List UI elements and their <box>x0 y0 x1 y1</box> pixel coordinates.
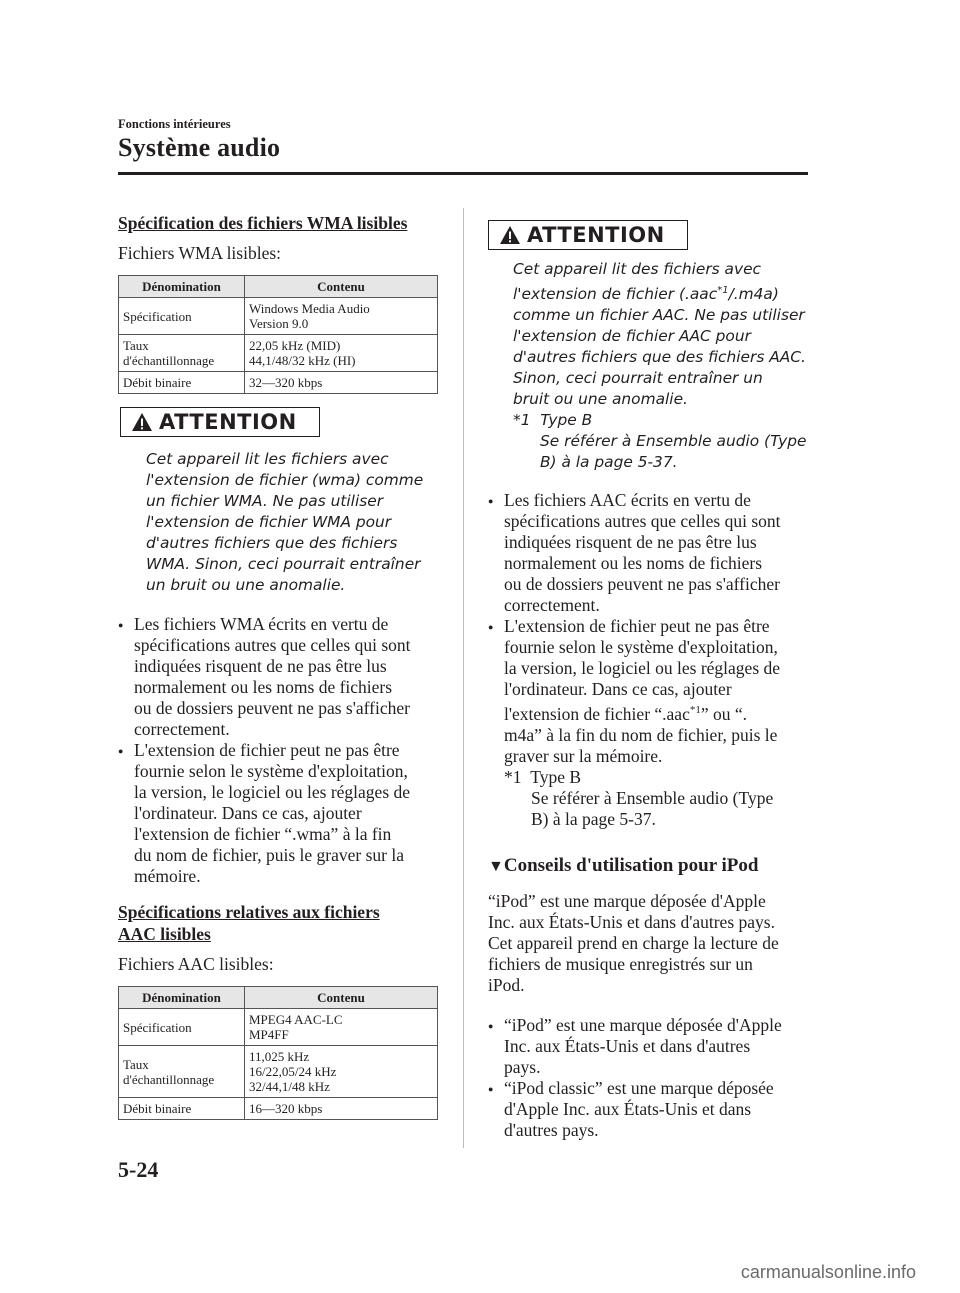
text-line: indiquées risquent de ne pas être lus <box>134 656 387 676</box>
text-line: Inc. aux États-Unis et dans d'autres pays. <box>488 911 775 932</box>
table-cell <box>119 1046 245 1098</box>
table-cell <box>119 335 245 372</box>
text-segment: l'extension de fichier (.aac <box>513 285 718 304</box>
table-row <box>119 1009 438 1046</box>
triangle-down-icon: ▼ <box>488 857 504 875</box>
table-cell <box>245 335 438 372</box>
table-cell: Spécification <box>119 1009 245 1046</box>
text-line: mémoire. <box>134 866 201 886</box>
text-line: fournie selon le système d'exploitation, <box>504 637 778 658</box>
text-line: normalement ou les noms de fichiers <box>504 553 763 574</box>
cell-line: Taux <box>123 1056 149 1072</box>
cell-line: Windows Media Audio <box>249 301 370 316</box>
text-line: l'extension de fichier AAC pour <box>513 327 751 346</box>
text-line: l'extension de fichier WMA pour <box>146 513 392 531</box>
wma-heading: Spécification des fichiers WMA lisibles <box>118 213 408 233</box>
table-cell: 16—320 kbps <box>245 1098 438 1120</box>
table-row <box>119 1098 438 1120</box>
aac-intro: Fichiers AAC lisibles: <box>118 954 274 974</box>
cell-line: Taux <box>123 338 149 353</box>
footnote-marker: *1 <box>717 285 729 296</box>
text-line: correctement. <box>504 595 600 616</box>
text-line: l'ordinateur. Dans ce cas, ajouter <box>504 679 732 700</box>
section-label: Fonctions intérieures <box>118 117 231 131</box>
text-line: la version, le logiciel ou les réglages de <box>504 658 781 679</box>
footnote-marker: *1 <box>513 411 531 430</box>
text-line: Inc. aux États-Unis et dans d'autres <box>504 1035 751 1056</box>
page-title: Système audio <box>118 133 281 162</box>
text-line: pays. <box>504 1056 541 1077</box>
attention-badge <box>120 407 320 437</box>
text-line: Cet appareil lit les fichiers avec <box>146 450 389 468</box>
text-line: Sinon, ceci pourrait entraîner un <box>513 369 763 388</box>
table-header-row <box>119 987 438 1009</box>
list-item <box>118 614 440 740</box>
cell-line: d'échantillonnage <box>123 353 215 368</box>
text-line: l'ordinateur. Dans ce cas, ajouter <box>134 803 362 823</box>
text-line: d'autres fichiers que des fichiers AAC. <box>513 348 806 367</box>
ipod-bullet-list <box>488 1015 810 1141</box>
attention-label: ATTENTION <box>527 223 665 247</box>
cell-line: MPEG4 AAC-LC <box>249 1012 343 1027</box>
text-line: Cet appareil lit des fichiers avec <box>513 260 762 278</box>
footnote <box>504 767 810 788</box>
heading-line: AAC lisibles <box>118 924 211 944</box>
text-line: fichiers de musique enregistrés sur un <box>488 953 753 974</box>
aac-spec-table <box>118 986 438 1120</box>
left-column <box>118 212 440 1120</box>
list-item <box>488 616 810 830</box>
table-cell: Débit binaire <box>119 1098 245 1120</box>
wma-intro: Fichiers WMA lisibles: <box>118 243 282 263</box>
cell-line: 32/44,1/48 kHz <box>249 1079 330 1094</box>
warning-icon <box>499 225 521 245</box>
list-item <box>488 1015 810 1078</box>
text-line: Cet appareil prend en charge la lecture de <box>488 932 779 953</box>
text-line: WMA. Sinon, ceci pourrait entraîner <box>146 555 421 573</box>
text-line: indiquées risquent de ne pas être lus <box>504 532 757 553</box>
heading-line: Spécifications relatives aux fichiers <box>118 902 380 922</box>
text-line: ● L'extension de fichier peut ne pas être <box>504 616 770 637</box>
cell-line: Version 9.0 <box>249 316 309 331</box>
text-line: l'extension de fichier “.wma” à la fin <box>134 824 392 844</box>
cell-line: 16/22,05/24 kHz <box>249 1064 337 1079</box>
cell-line: 11,025 kHz <box>249 1049 310 1064</box>
cell-line: 44,1/48/32 kHz (HI) <box>249 353 356 368</box>
text-segment: /.m4a) <box>728 285 779 304</box>
text-line: m4a” à la fin du nom de fichier, puis le <box>504 724 778 745</box>
text-line: comme un fichier AAC. Ne pas utiliser <box>513 306 805 325</box>
table-cell <box>245 1009 438 1046</box>
column-header: Dénomination <box>119 276 245 298</box>
text-line: iPod. <box>488 974 525 995</box>
attention-badge <box>488 220 688 250</box>
attention-label: ATTENTION <box>159 410 297 434</box>
text-line: spécifications autres que celles qui sont <box>504 511 781 532</box>
warning-icon <box>131 412 153 432</box>
footnote-title: Type B <box>540 411 593 430</box>
list-item <box>488 1078 810 1141</box>
table-row <box>119 298 438 335</box>
list-item <box>118 740 440 887</box>
footnote-title: Type B <box>530 766 582 787</box>
text-line: ou de dossiers peuvent ne pas s'afficher <box>134 698 410 718</box>
text-line: ● L'extension de fichier peut ne pas être <box>134 740 400 760</box>
ipod-heading <box>488 854 810 879</box>
column-header: Contenu <box>245 987 438 1009</box>
column-divider <box>463 208 464 1148</box>
text-line: Se référer à Ensemble audio (Type <box>540 432 807 451</box>
text-line: graver sur la mémoire. <box>504 745 663 766</box>
ipod-paragraph <box>488 891 810 996</box>
text-line: B) à la page 5-37. <box>540 453 678 472</box>
heading-text: Conseils d'utilisation pour iPod <box>503 854 759 876</box>
text-line: un fichier WMA. Ne pas utiliser <box>146 492 384 510</box>
table-cell: Spécification <box>119 298 245 335</box>
table-cell <box>245 1046 438 1098</box>
text-line: correctement. <box>134 719 230 739</box>
table-row <box>119 335 438 372</box>
text-line: l'extension de fichier (wma) comme <box>146 471 424 489</box>
text-line: B) à la page 5-37. <box>531 808 656 829</box>
footnote-marker: *1 <box>504 766 522 787</box>
text-line: bruit ou une anomalie. <box>513 390 688 409</box>
wma-bullet-list <box>118 614 440 887</box>
cell-line: d'échantillonnage <box>123 1071 215 1087</box>
text-line <box>504 700 810 725</box>
text-line: du nom de fichier, puis le graver sur la <box>134 845 404 865</box>
text-line: ● Les fichiers AAC écrits en vertu de <box>504 490 751 511</box>
wma-spec-table <box>118 275 438 394</box>
text-line: ● Les fichiers WMA écrits en vertu de <box>134 614 389 634</box>
text-line: ● “iPod” est une marque déposée d'Apple <box>504 1014 782 1035</box>
table-cell <box>245 298 438 335</box>
column-header: Dénomination <box>119 987 245 1009</box>
text-line: fournie selon le système d'exploitation, <box>134 761 408 781</box>
text-line: Se référer à Ensemble audio (Type <box>531 787 774 808</box>
footnote-marker: *1 <box>689 704 701 717</box>
text-line: normalement ou les noms de fichiers <box>134 677 393 697</box>
footer-watermark[interactable]: carmanualsonline.info <box>740 1262 916 1282</box>
attention-footnote <box>513 410 810 431</box>
table-cell: 32—320 kbps <box>245 372 438 394</box>
table-row <box>119 1046 438 1098</box>
text-line: “iPod” est une marque déposée d'Apple <box>488 890 766 911</box>
list-item <box>488 490 810 616</box>
cell-line: 22,05 kHz (MID) <box>249 338 341 353</box>
table-row <box>119 372 438 394</box>
text-segment: ” ou “. <box>700 703 748 724</box>
text-line <box>513 280 810 305</box>
column-header: Contenu <box>245 276 438 298</box>
text-line: ou de dossiers peuvent ne pas s'afficher <box>504 574 780 595</box>
attention-text <box>146 449 440 596</box>
header-rule <box>118 172 808 175</box>
text-line: un bruit ou une anomalie. <box>146 576 346 594</box>
table-cell: Débit binaire <box>119 372 245 394</box>
aac-bullet-list <box>488 490 810 830</box>
text-line: d'autres pays. <box>504 1119 599 1140</box>
text-line: spécifications autres que celles qui sont <box>134 635 411 655</box>
cell-line: MP4FF <box>249 1027 289 1042</box>
attention-text <box>513 259 810 473</box>
table-header-row <box>119 276 438 298</box>
text-line: d'Apple Inc. aux États-Unis et dans <box>504 1098 752 1119</box>
text-segment: l'extension de fichier “.aac <box>504 703 690 724</box>
aac-heading <box>118 901 440 945</box>
page-number: 5-24 <box>118 1157 159 1182</box>
text-line: ● “iPod classic” est une marque déposée <box>504 1077 774 1098</box>
text-line: d'autres fichiers que des fichiers <box>146 534 398 552</box>
right-column <box>488 220 810 1141</box>
text-line: la version, le logiciel ou les réglages de <box>134 782 411 802</box>
